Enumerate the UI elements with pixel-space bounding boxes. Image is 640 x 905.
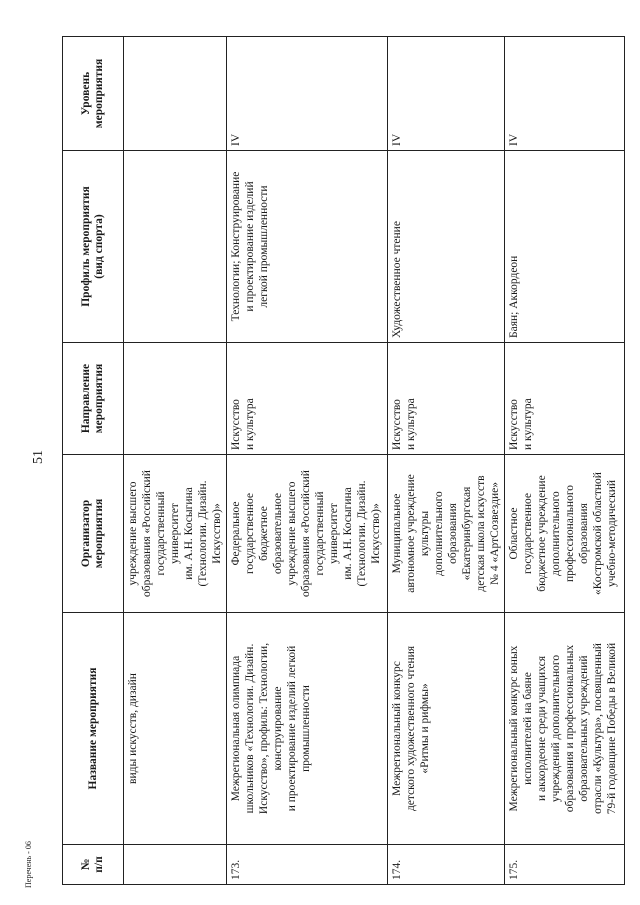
cell-level (124, 37, 227, 151)
cell-organizer: учреждение высшего образования «Российский государственный университет им. А.Н. Косыгина (Технологии. Дизайн. Искусство)» (124, 455, 227, 613)
table-row (227, 37, 388, 885)
cell-num: 175. (505, 845, 625, 885)
cell-num: 174. (388, 845, 505, 885)
cell-num (124, 845, 227, 885)
cell-name: Межрегиональная олимпиада школьников «Технологии. Дизайн. Искусство», профиль: Технологии, конструирование и проектирование изделий легкой промышленности (227, 613, 388, 845)
cell-organizer: Муниципальное автономное учреждение культуры дополнительного образования «Екатеринбургская детская школа искусств № 4 «АртСозвездие» (388, 455, 505, 613)
cell-name: Межрегиональный конкурс юных исполнителей на баяне и аккордеоне среди учащихся учреждений дополнительного образования и профессиональных образовательных учреждений отрасли «Культура», посвященный 79-й годовщине Победы в Великой (505, 613, 625, 845)
header-name: Название мероприятия (63, 613, 124, 845)
cell-organizer: Областное государственное бюджетное учреждение дополнительного профессионального образования «Костромской областной учебно-методический (505, 455, 625, 613)
cell-direction: Искусство и культура (388, 343, 505, 455)
header-profile: Профиль мероприятия (вид спорта) (63, 151, 124, 343)
table-container (62, 37, 625, 885)
cell-level: IV (388, 37, 505, 151)
header-level: Уровень мероприятия (63, 37, 124, 151)
table-row (388, 37, 505, 885)
cell-level: IV (505, 37, 625, 151)
cell-profile: Баян; Аккордеон (505, 151, 625, 343)
cell-direction (124, 343, 227, 455)
header-direction: Направление мероприятия (63, 343, 124, 455)
table-row (505, 37, 625, 885)
table-row (124, 37, 227, 885)
cell-profile (124, 151, 227, 343)
cell-direction: Искусство и культура (505, 343, 625, 455)
footer-note: Перечень - 06 (24, 841, 33, 888)
cell-name: виды искусств, дизайн (124, 613, 227, 845)
cell-num: 173. (227, 845, 388, 885)
cell-profile: Художественное чтение (388, 151, 505, 343)
header-row (63, 37, 124, 885)
cell-profile: Технологии; Конструирование и проектирование изделий легкой промышленности (227, 151, 388, 343)
events-table (62, 36, 625, 885)
cell-name: Межрегиональный конкурс детского художественного чтения «Ритмы и рифмы» (388, 613, 505, 845)
cell-organizer: Федеральное государственное бюджетное образовательное учреждение высшего образования «Российский государственный университет им. А.Н. Косыгина (Технологии. Дизайн. Искусство)» (227, 455, 388, 613)
cell-direction: Искусство и культура (227, 343, 388, 455)
header-organizer: Организатор мероприятия (63, 455, 124, 613)
cell-level: IV (227, 37, 388, 151)
rotated-table-wrapper (62, 37, 625, 885)
page-number: 51 (31, 450, 46, 464)
header-num: № п/п (63, 845, 124, 885)
